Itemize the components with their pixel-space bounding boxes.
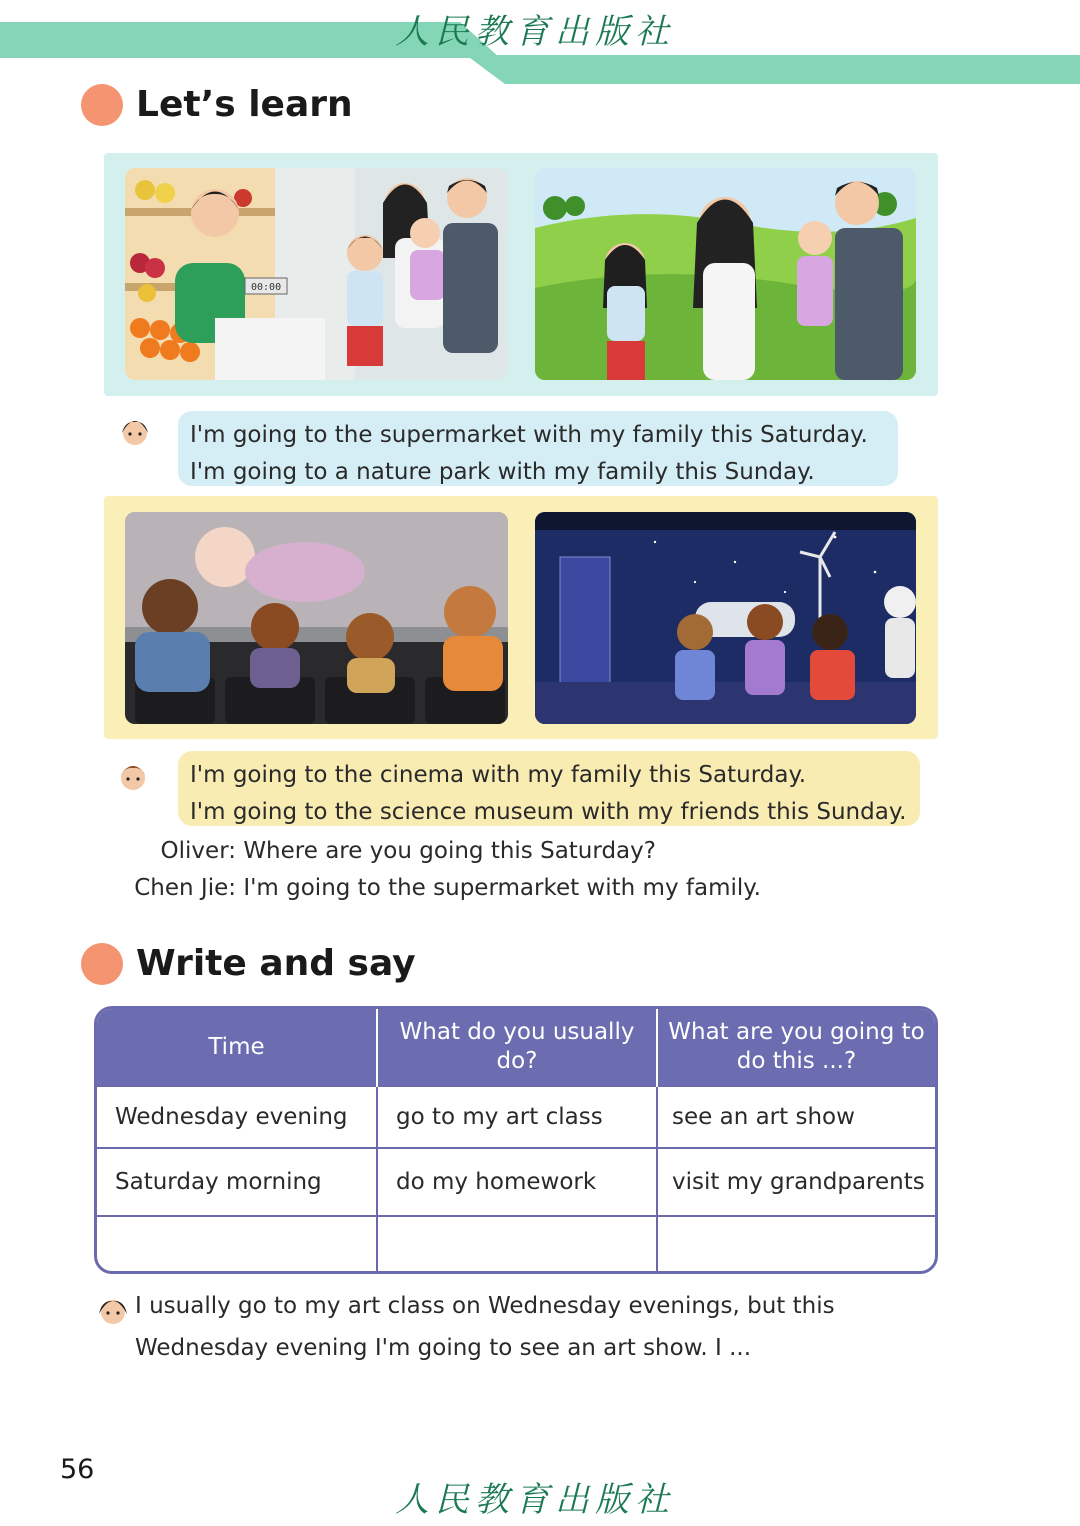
- publisher-logo-top: 人民教育出版社: [395, 12, 675, 52]
- page-number: 56: [60, 1454, 95, 1485]
- table-cell: visit my grandparents: [657, 1148, 935, 1216]
- lets-learn-title: Let’s learn: [136, 84, 353, 125]
- section-bullet: [81, 84, 123, 126]
- example-sentence-line1: I usually go to my art class on Wednesday evenings, but this: [135, 1293, 835, 1319]
- dialog-text: I'm going to the supermarket with my family.: [243, 875, 761, 901]
- supermarket-illustration: [125, 168, 508, 380]
- table-cell: do my homework: [377, 1148, 657, 1216]
- table-cell: Saturday morning: [97, 1148, 377, 1216]
- dialog-line-oliver: [132, 838, 656, 864]
- svg-text:00:00: 00:00: [251, 282, 282, 293]
- cinema-illustration: [125, 512, 508, 724]
- blank-cell[interactable]: [657, 1216, 935, 1273]
- bubble-line: I'm going to the cinema with my family this Saturday.: [190, 762, 807, 788]
- blank-cell[interactable]: [377, 1216, 657, 1273]
- girl-avatar-icon: [96, 1292, 130, 1328]
- speech-bubble-blue: [178, 411, 898, 486]
- section-bullet: [81, 943, 123, 985]
- dialog-text: Where are you going this Saturday?: [243, 838, 656, 864]
- column-header-going-to: What are you going to do this ...?: [657, 1009, 935, 1086]
- table-row-blank: [97, 1216, 935, 1273]
- column-header-usually: What do you usually do?: [377, 1009, 657, 1086]
- table-cell: see an art show: [657, 1086, 935, 1148]
- speech-bubble-yellow: [178, 751, 920, 826]
- table-header-row: [97, 1009, 935, 1086]
- speaker-name: Chen Jie:: [134, 875, 236, 901]
- write-and-say-title: Write and say: [136, 943, 416, 984]
- example-sentence-line2: Wednesday evening I'm going to see an art show. I ...: [135, 1335, 752, 1361]
- table-row: [97, 1148, 935, 1216]
- table-cell: go to my art class: [377, 1086, 657, 1148]
- table-row: [97, 1086, 935, 1148]
- activity-table: [94, 1006, 938, 1274]
- blank-cell[interactable]: [97, 1216, 377, 1273]
- publisher-logo-bottom: 人民教育出版社: [395, 1480, 675, 1520]
- speaker-name: Oliver:: [160, 838, 236, 864]
- dialog-line-chen-jie: [132, 875, 761, 901]
- nature-park-illustration: [535, 168, 916, 380]
- bubble-line: I'm going to the science museum with my friends this Sunday.: [190, 799, 907, 825]
- column-header-time: Time: [97, 1009, 377, 1086]
- boy-avatar-icon: [116, 758, 150, 794]
- bubble-line: I'm going to a nature park with my family this Sunday.: [190, 459, 815, 485]
- bubble-line: I'm going to the supermarket with my family this Saturday.: [190, 422, 868, 448]
- girl-avatar-icon: [118, 413, 152, 449]
- table-cell: Wednesday evening: [97, 1086, 377, 1148]
- science-museum-illustration: [535, 512, 916, 724]
